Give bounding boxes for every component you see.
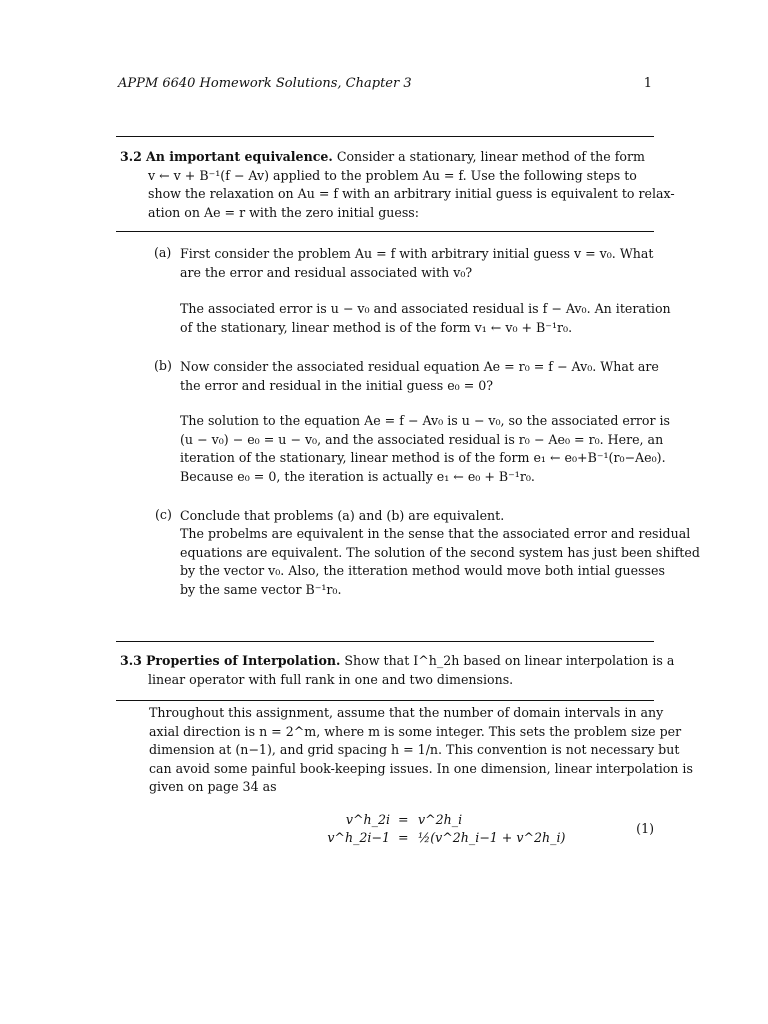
- part-a-answer-line-1: The associated error is u − v₀ and associated residual is f − Av₀. An iteration: [180, 301, 671, 316]
- part-a-label: (a): [154, 245, 172, 260]
- part-a-question-line-1: First consider the problem Au = f with arbitrary initial guess v = v₀. What: [180, 246, 654, 261]
- part-a-answer: [180, 300, 671, 337]
- equation-1-row2-equals: =: [398, 830, 409, 845]
- solution-3-3-line-5: given on page 34 as: [149, 779, 277, 794]
- solution-3-3-line-1: Throughout this assignment, assume that the number of domain intervals in any: [149, 705, 664, 720]
- problem-3-2-number: 3.2: [120, 149, 142, 164]
- rule-top-3-3: [116, 641, 654, 642]
- problem-3-3-text-1: Show that I^h_2h based on linear interpolation is a: [344, 653, 675, 668]
- part-b-label: (b): [154, 358, 172, 373]
- problem-3-3-line-1: [120, 652, 675, 671]
- part-a-question-line-2: are the error and residual associated with v₀?: [180, 264, 473, 280]
- part-b-answer-line-1: The solution to the equation Ae = f − Av₀ is u − v₀, so the associated error is: [180, 413, 670, 428]
- part-b-question-line-2: the error and residual in the initial guess e₀ = 0?: [180, 377, 494, 393]
- header-title: APPM 6640 Homework Solutions, Chapter 3: [118, 76, 412, 91]
- rule-top-3-2: [116, 136, 654, 137]
- problem-3-2-statement: [120, 148, 675, 222]
- problem-3-3-statement: [120, 652, 675, 689]
- rule-bottom-3-2: [116, 231, 654, 232]
- part-b-answer-line-3: iteration of the stationary, linear method is of the form e₁ ← e₀+B⁻¹(r₀−Ae₀).: [180, 450, 666, 465]
- part-c-answer-line-1: The probelms are equivalent in the sense that the associated error and residual: [180, 526, 691, 541]
- solution-3-3-line-2: axial direction is n = 2^m, where m is some integer. This sets the problem size per: [149, 723, 682, 739]
- part-a-answer-line-2: of the stationary, linear method is of the form v₁ ← v₀ + B⁻¹r₀.: [180, 319, 573, 335]
- problem-3-2-title: An important equivalence.: [145, 149, 333, 164]
- part-c-answer-line-2: equations are equivalent. The solution of the second system has just been shifted: [180, 544, 700, 560]
- problem-3-2-text-1: Consider a stationary, linear method of the form: [336, 149, 645, 164]
- solution-3-3-line-4: can avoid some painful book-keeping issues. In one dimension, linear interpolation is: [149, 760, 693, 776]
- equation-1-row1-equals: =: [398, 812, 409, 827]
- part-b-answer-line-2: (u − v₀) − e₀ = u − v₀, and the associated residual is r₀ − Ae₀ = r₀. Here, an: [180, 431, 664, 447]
- part-b-question-line-1: Now consider the associated residual equation Ae = r₀ = f − Av₀. What are: [180, 359, 659, 374]
- equation-1-row1-lhs: v^h_2i: [345, 812, 390, 827]
- problem-3-3-line-2: linear operator with full rank in one and two dimensions.: [148, 671, 514, 687]
- part-b-question: [180, 358, 659, 395]
- problem-3-3-number: 3.3: [120, 653, 142, 668]
- equation-1-row2-lhs: v^h_2i−1: [327, 830, 390, 845]
- solution-3-3-line-3: dimension at (n−1), and grid spacing h = 1/n. This convention is not necessary but: [149, 742, 680, 757]
- solution-3-3-text: [149, 704, 693, 797]
- part-b-answer-line-4: Because e₀ = 0, the iteration is actually e₁ ← e₀ + B⁻¹r₀.: [180, 468, 535, 484]
- problem-3-3-title: Properties of Interpolation.: [145, 653, 341, 668]
- part-c-answer-line-3: by the vector v₀. Also, the itteration method would move both intial guesses: [180, 563, 665, 578]
- equation-1-number: (1): [636, 821, 654, 836]
- rule-bottom-3-3: [116, 700, 654, 701]
- running-header: [118, 76, 652, 91]
- problem-3-2-line-3: show the relaxation on Au = f with an arbitrary initial guess is equivalent to relax-: [148, 186, 675, 201]
- part-c-label: (c): [155, 507, 172, 522]
- part-b-answer: [180, 412, 670, 486]
- part-c-question-line: Conclude that problems (a) and (b) are equivalent.: [180, 508, 505, 523]
- page-number: 1: [643, 76, 652, 91]
- equation-1-row1-rhs: v^2h_i: [418, 812, 463, 827]
- problem-3-2-line-4: ation on Ae = r with the zero initial guess:: [148, 204, 420, 220]
- part-c-answer: [180, 525, 700, 599]
- part-c-question: [180, 507, 654, 526]
- part-c-answer-line-4: by the same vector B⁻¹r₀.: [180, 581, 342, 597]
- equation-1-row2-rhs: ½(v^2h_i−1 + v^2h_i): [418, 830, 566, 845]
- part-a-question: [180, 245, 654, 282]
- problem-3-2-line-1: [120, 148, 654, 167]
- problem-3-2-line-2: v ← v + B⁻¹(f − Av) applied to the problem Au = f. Use the following steps to: [148, 167, 637, 183]
